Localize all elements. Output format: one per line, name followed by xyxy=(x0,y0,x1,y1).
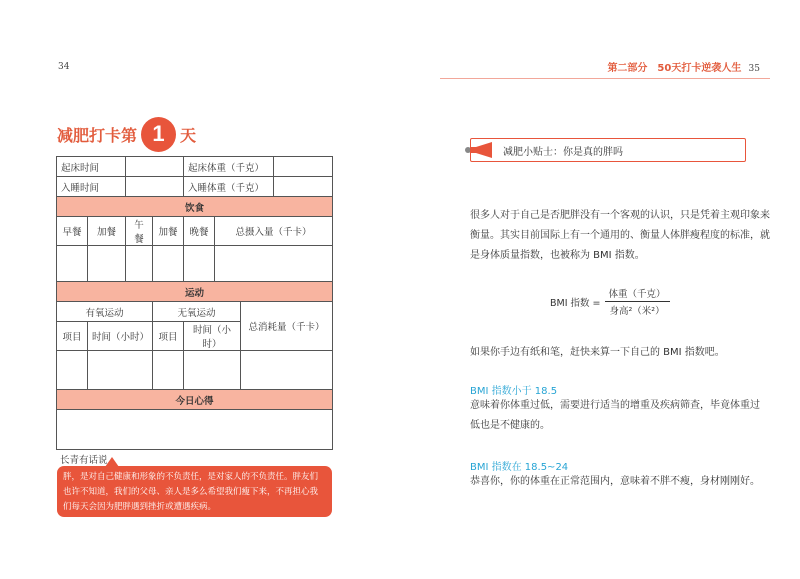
diet-col-snack-2: 加餐 xyxy=(153,217,184,246)
formula-denominator: 身高²（米²） xyxy=(609,306,665,317)
sleep-weight-input[interactable] xyxy=(274,177,333,197)
section-title: 第二部分 50天打卡逆袭人生 xyxy=(607,63,742,74)
table-row xyxy=(57,157,333,177)
snack-2-cell[interactable] xyxy=(153,246,184,282)
formula-fraction xyxy=(605,285,670,318)
wake-weight-input[interactable] xyxy=(274,157,333,177)
paragraph-calc-prompt: 如果你手边有纸和笔，赶快来算一下自己的 BMI 指数吧。 xyxy=(470,347,725,358)
tip-box xyxy=(470,138,746,162)
wake-time-input[interactable] xyxy=(126,157,184,177)
sleep-weight-label: 入睡体重（千克） xyxy=(184,177,274,197)
snack-1-cell[interactable] xyxy=(88,246,126,282)
aerobic-item-label: 项目 xyxy=(57,322,88,351)
bmi-formula xyxy=(550,285,670,318)
total-burn-label: 总消耗量（千卡） xyxy=(241,302,333,351)
today-notes-header: 今日心得 xyxy=(57,390,333,410)
title-prefix: 减肥打卡第 xyxy=(57,125,138,145)
anaerobic-duration-cell[interactable] xyxy=(184,351,241,390)
sleep-time-input[interactable] xyxy=(126,177,184,197)
diet-col-snack-1: 加餐 xyxy=(88,217,126,246)
diet-col-total-intake: 总摄入量（千卡） xyxy=(215,217,333,246)
quote-text: 胖，是对自己健康和形象的不负责任，是对家人的不负责任。胖友们也许不知道，我们的父母、亲人是多么希望我们瘦下来，不再担心我们每天会因为肥胖遇到挫折或遭遇疾病。 xyxy=(63,472,319,512)
lunch-cell[interactable] xyxy=(126,246,153,282)
daily-log-table xyxy=(56,156,333,450)
aerobic-item-cell[interactable] xyxy=(57,351,88,390)
anaerobic-duration-label: 时间（小时） xyxy=(184,322,241,351)
aerobic-duration-cell[interactable] xyxy=(88,351,153,390)
right-page-number: 35 xyxy=(748,64,760,74)
formula-numerator: 体重（千克） xyxy=(608,289,666,300)
total-intake-cell[interactable] xyxy=(215,246,333,282)
anaerobic-label: 无氧运动 xyxy=(153,302,241,322)
formula-lhs: BMI 指数 = xyxy=(550,297,601,309)
dinner-cell[interactable] xyxy=(184,246,215,282)
total-burn-cell[interactable] xyxy=(241,351,333,390)
page-title xyxy=(57,116,196,152)
table-row xyxy=(57,217,333,246)
paragraph-normal: 恭喜你，你的体重在正常范围内，意味着不胖不瘦，身材刚刚好。 xyxy=(470,476,760,487)
table-row xyxy=(57,302,333,322)
table-row xyxy=(57,246,333,282)
diet-col-breakfast: 早餐 xyxy=(57,217,88,246)
aerobic-label: 有氧运动 xyxy=(57,302,153,322)
breakfast-cell[interactable] xyxy=(57,246,88,282)
anaerobic-item-cell[interactable] xyxy=(153,351,184,390)
anaerobic-item-label: 项目 xyxy=(153,322,184,351)
left-page-number: 34 xyxy=(58,62,70,72)
bubble-tail-icon xyxy=(105,457,119,467)
exercise-section-header: 运动 xyxy=(57,282,333,302)
paragraph-intro: 很多人对于自己是否肥胖没有一个客观的认识，只是凭着主观印象来衡量。其实目前国际上有一个通用的、衡量人体胖瘦程度的标准，就是身体质量指数，也被称为 BMI 指数。 xyxy=(470,210,770,261)
aerobic-duration-label: 时间（小时） xyxy=(88,322,153,351)
subheading-normal: BMI 指数在 18.5~24 xyxy=(470,462,569,473)
paragraph-underweight: 意味着你体重过低，需要进行适当的增重及疾病筛查，毕竟体重过低也是不健康的。 xyxy=(470,400,760,431)
tip-text: 减肥小贴士：你是真的胖吗 xyxy=(503,146,623,158)
header-divider xyxy=(440,78,770,79)
running-header xyxy=(607,59,760,74)
title-suffix: 天 xyxy=(180,125,197,145)
diet-col-lunch: 午餐 xyxy=(126,217,153,246)
table-row xyxy=(57,351,333,390)
wake-time-label: 起床时间 xyxy=(57,157,126,177)
diet-col-dinner: 晚餐 xyxy=(184,217,215,246)
diet-section-header: 饮食 xyxy=(57,197,333,217)
table-row xyxy=(57,177,333,197)
subheading-underweight: BMI 指数小于 18.5 xyxy=(470,386,558,397)
quote-label: 长青有话说 xyxy=(60,455,108,466)
quote-bubble xyxy=(57,466,332,517)
sleep-time-label: 入睡时间 xyxy=(57,177,126,197)
wake-weight-label: 起床体重（千克） xyxy=(184,157,274,177)
today-notes-cell[interactable] xyxy=(57,410,333,450)
day-number-badge: 1 xyxy=(141,117,176,152)
